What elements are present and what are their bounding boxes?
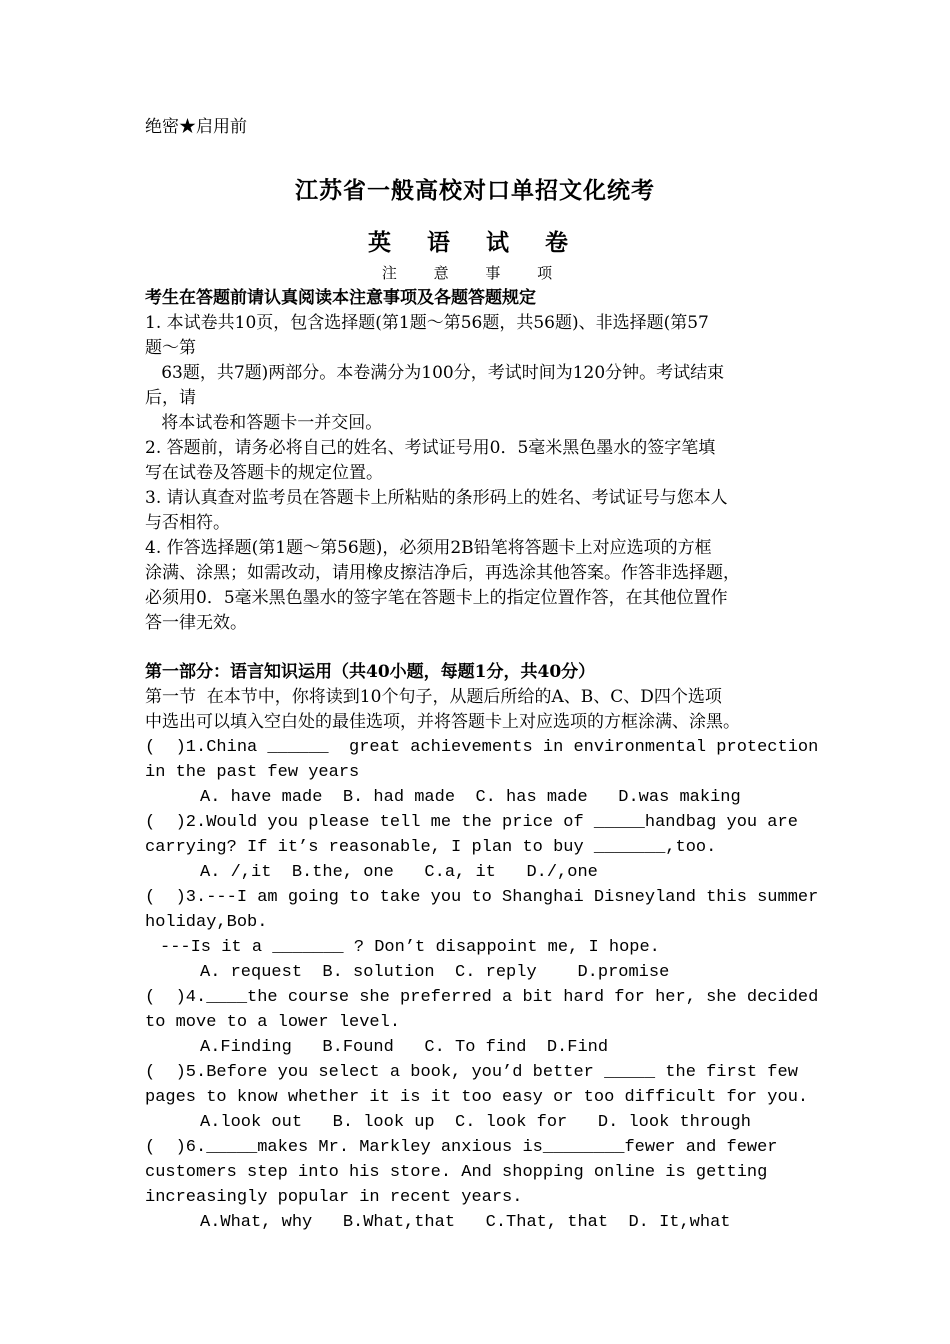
section-intro-line: 第一节 在本节中，你将读到10个句子，从题后所给的A、B、C、D四个选项 [145,687,722,707]
question-6-options: A.What, why B.What,that C.That, that D. It,what [200,1213,731,1232]
question-3-stem: holiday,Bob. [145,913,268,932]
notice-line: 4. 作答选择题(第1题～第56题)，必须用2B铅笔将答题卡上对应选项的方框 [145,538,712,558]
notice-line: 必须用0．5毫米黑色墨水的签字笔在答题卡上的指定位置作答，在其他位置作 [145,588,728,608]
question-3-stem: ( )3.---I am going to take you to Shanghai Disneyland this summer [145,888,819,907]
question-4-options: A.Finding B.Found C. To find D.Find [200,1038,609,1057]
section-intro-line: 中选出可以填入空白处的最佳选项，并将答题卡上对应选项的方框涂满、涂黑。 [145,712,740,732]
notice-line: 题～第 [145,338,196,358]
notice-line: 后，请 [145,388,196,408]
question-5-options: A.look out B. look up C. look for D. look through [200,1113,751,1132]
notice-line: 2. 答题前，请务必将自己的姓名、考试证号用0．5毫米黑色墨水的签字笔填 [145,438,716,458]
notice-heading: 注 意 事 项 [381,264,569,282]
notice-line: 答一律无效。 [145,613,247,633]
notice-line: 与否相符。 [145,513,230,533]
question-6-stem: ( )6._____makes Mr. Markley anxious is________fewer and fewer [145,1138,778,1157]
notice-line: 3. 请认真查对监考员在答题卡上所粘贴的条形码上的姓名、考试证号与您本人 [145,488,728,508]
question-1-stem: in the past few years [145,763,360,782]
question-4-stem: to move to a lower level. [145,1013,401,1032]
exam-title: 江苏省一般高校对口单招文化统考 [295,177,655,204]
question-3-dialog: ---Is it a _______ ? Don’t disappoint me, I hope. [160,938,660,957]
question-5-stem: ( )5.Before you select a book, you’d better _____ the first few [145,1063,798,1082]
question-3-options: A. request B. solution C. reply D.promise [200,963,670,982]
confidential-label: 绝密★启用前 [145,117,247,137]
question-2-options: A. /,it B.the, one C.a, it D./,one [200,863,598,882]
question-4-stem: ( )4.____the course she preferred a bit hard for her, she decided [145,988,819,1007]
notice-line: 将本试卷和答题卡一并交回。 [145,413,383,433]
part1-heading: 第一部分：语言知识运用（共40小题，每题1分，共40分） [145,662,596,682]
question-1-options: A. have made B. had made C. has made D.was making [200,788,741,807]
question-6-stem: customers step into his store. And shopping online is getting [145,1163,768,1182]
notice-lead: 考生在答题前请认真阅读本注意事项及各题答题规定 [145,288,536,308]
subject-title: 英 语 试 卷 [367,229,583,256]
question-1-stem: ( )1.China ______ great achievements in environmental protection [145,738,819,757]
notice-line: 写在试卷及答题卡的规定位置。 [145,463,383,483]
question-2-stem: carrying? If it’s reasonable, I plan to buy _______,too. [145,838,717,857]
question-5-stem: pages to know whether it is it too easy or too difficult for you. [145,1088,809,1107]
question-2-stem: ( )2.Would you please tell me the price of _____handbag you are [145,813,798,832]
question-6-stem: increasingly popular in recent years. [145,1188,523,1207]
notice-line: 涂满、涂黑；如需改动，请用橡皮擦洁净后，再选涂其他答案。作答非选择题， [145,563,740,583]
notice-line: 1. 本试卷共10页，包含选择题(第1题～第56题，共56题)、非选择题(第57 [145,313,709,333]
notice-line: 63题，共7题)两部分。本卷满分为100分，考试时间为120分钟。考试结束 [145,363,725,383]
